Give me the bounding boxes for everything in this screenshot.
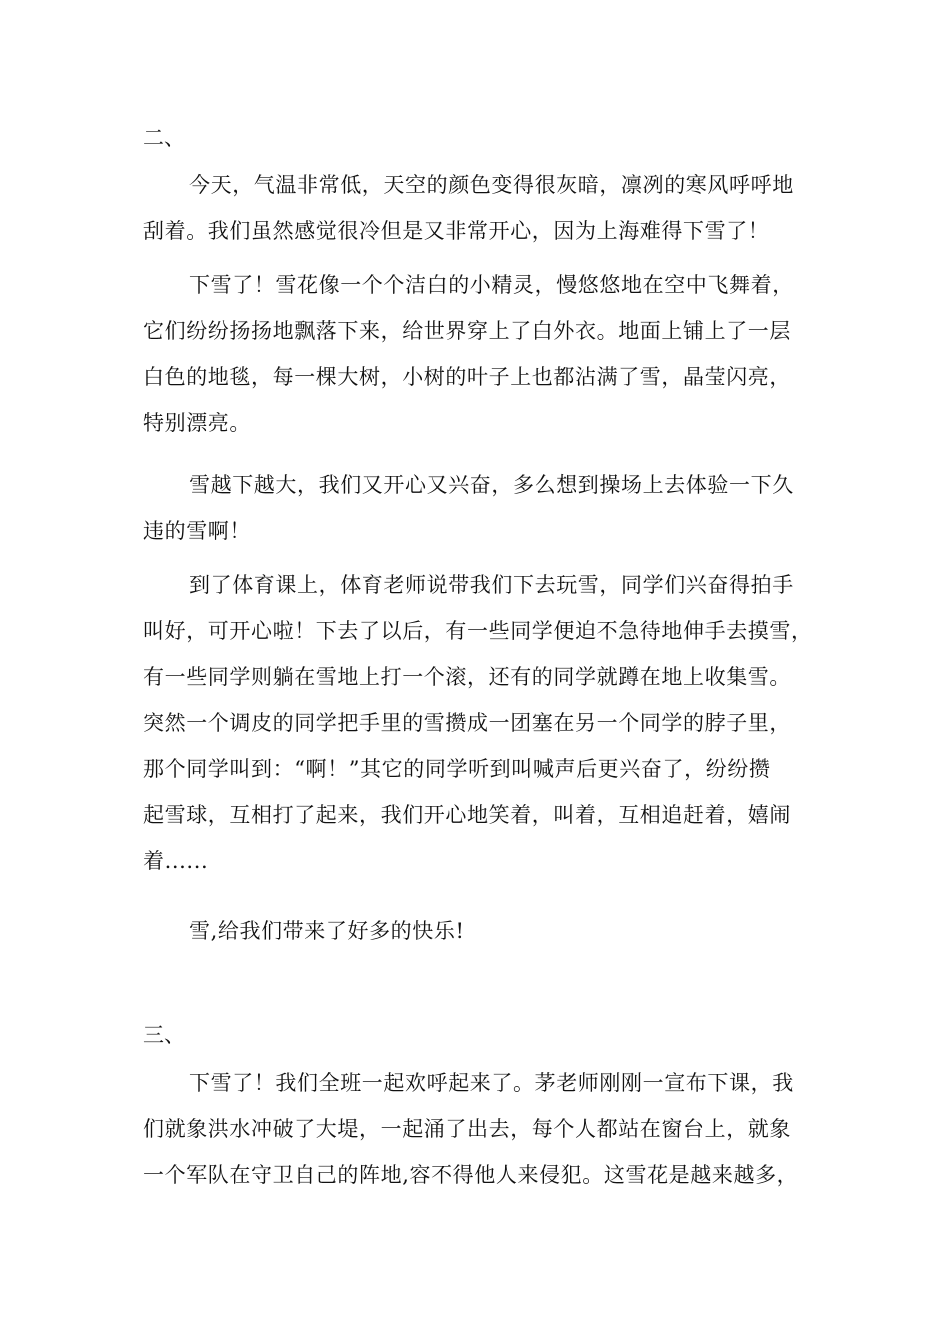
section-heading-2: 二、 (143, 126, 185, 150)
text-line: 到了体育课上，体育老师说带我们下去玩雪，同学们兴奋得拍手 (189, 573, 794, 597)
text-line: 下雪了！我们全班一起欢呼起来了。茅老师刚刚一宣布下课，我 (189, 1071, 794, 1095)
text-line: 它们纷纷扬扬地飘落下来，给世界穿上了白外衣。地面上铺上了一层 (143, 319, 791, 343)
text-line: 着...... (143, 849, 209, 873)
text-line: 违的雪啊！ (143, 519, 251, 543)
text-line: 下雪了！雪花像一个个洁白的小精灵，慢悠悠地在空中飞舞着， (189, 273, 794, 297)
paragraph (143, 162, 807, 254)
paragraph (143, 908, 807, 954)
text-line: 今天，气温非常低，天空的颜色变得很灰暗，凛冽的寒风呼呼地 (189, 173, 794, 197)
text-line: 叫好，可开心啦！下去了以后，有一些同学便迫不急待地伸手去摸雪， (143, 619, 813, 643)
text-line: 起雪球，互相打了起来，我们开心地笑着，叫着，互相追赶着，嬉闹 (143, 803, 791, 827)
text-line: 那个同学叫到：“啊！”其它的同学听到叫喊声后更兴奋了，纷纷攒 (143, 757, 771, 781)
text-line: 刮着。我们虽然感觉很冷但是又非常开心，因为上海难得下雪了！ (143, 219, 770, 243)
text-line: 一个军队在守卫自己的阵地,容不得他人来侵犯。这雪花是越来越多， (143, 1163, 799, 1187)
text-line: 们就象洪水冲破了大堤，一起涌了出去，每个人都站在窗台上，就象 (143, 1117, 791, 1141)
section-heading-3: 三、 (143, 1023, 185, 1047)
text-line: 雪,给我们带来了好多的快乐! (189, 919, 465, 943)
paragraph (143, 1060, 807, 1198)
paragraph (143, 462, 807, 554)
text-line: 白色的地毯，每一棵大树，小树的叶子上也都沾满了雪，晶莹闪亮， (143, 365, 791, 389)
text-line: 有一些同学则躺在雪地上打一个滚，还有的同学就蹲在地上收集雪。 (143, 665, 791, 689)
text-line: 突然一个调皮的同学把手里的雪攒成一团塞在另一个同学的脖子里， (143, 711, 791, 735)
paragraph (143, 262, 807, 446)
paragraph (143, 562, 813, 884)
text-line: 特别漂亮。 (143, 411, 251, 435)
text-line: 雪越下越大，我们又开心又兴奋，多么想到操场上去体验一下久 (189, 473, 794, 497)
